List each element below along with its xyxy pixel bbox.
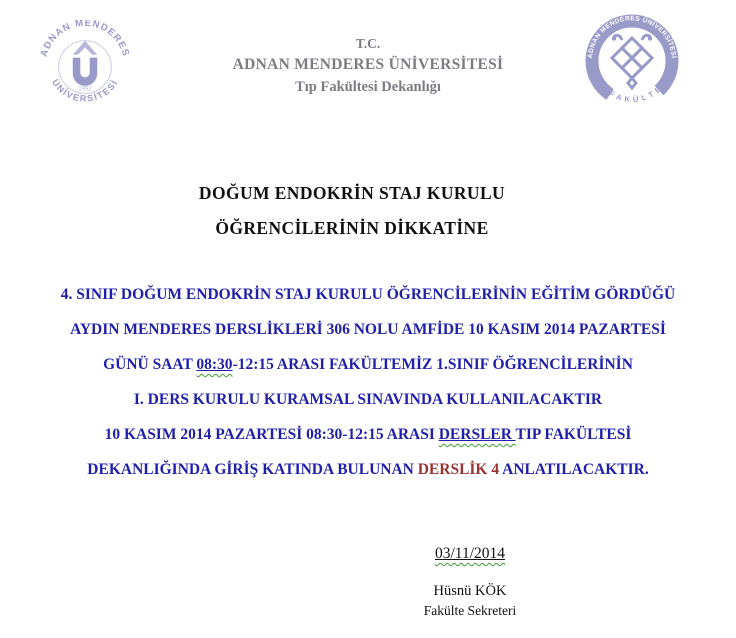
document-title [0,176,704,246]
exam-time-underlined: 08:30 [196,356,233,373]
letterhead-faculty: Tıp Fakültesi Dekanlığı [295,79,441,95]
body-line-4: I. DERS KURULU KURAMSAL SINAVINDA KULLANILACAKTIR [133,391,603,408]
body-line-6-suffix: ANLATILACAKTIR. [499,461,649,478]
seal-bottom-text: ÜNİVERSİTESİ [49,77,120,104]
seal-top-text: ADNAN MENDERES [38,20,132,59]
document-date-block [370,545,570,563]
seal-year-text: 1992 [78,86,92,93]
dersler-underlined: DERSLER [438,426,516,443]
body-line-1: 4. SINIF DOĞUM ENDOKRİN STAJ KURULU ÖĞRENCİLERİNİN EĞİTİM GÖRDÜĞÜ [60,286,676,303]
letterhead-tc: T.C. [355,36,381,51]
body-line-3 [0,347,736,382]
body-line-5 [0,417,736,452]
body-line-3-prefix: GÜNÜ SAAT [103,356,197,373]
derslik-4-highlight: DERSLİK 4 [417,461,500,478]
body-line-5-prefix: 10 KASIM 2014 PAZARTESİ 08:30-12:15 ARASI [104,426,439,443]
body-line-2: AYDIN MENDERES DERSLİKLERİ 306 NOLU AMFİDE 10 KASIM 2014 PAZARTESİ [70,321,666,338]
signer-name: Hüsnü KÖK [433,583,507,599]
document-date: 03/11/2014 [434,545,506,562]
signature-block [370,581,570,621]
announcement-body [0,277,736,487]
letterhead [0,34,736,98]
faculty-seal-bottom-text: T I P F A K Ü L T E S İ [592,74,672,105]
title-line-1: DOĞUM ENDOKRİN STAJ KURULU [198,183,506,203]
letterhead-university: ADNAN MENDERES ÜNİVERSİTESİ [232,56,504,73]
body-line-6 [0,452,736,487]
body-line-3-suffix: -12:15 ARASI FAKÜLTEMİZ 1.SINIF ÖĞRENCİLERİNİN [232,356,633,373]
title-line-2: ÖĞRENCİLERİNİN DİKKATİNE [215,218,489,238]
body-line-5-suffix: TIP FAKÜLTESİ [515,426,632,443]
faculty-seal-top-text: ADNAN MENDERES ÜNİVERSİTESİ [586,15,677,59]
body-line-6-prefix: DEKANLIĞINDA GİRİŞ KATINDA BULUNAN [87,461,418,478]
signer-role: Fakülte Sekreteri [423,603,517,618]
